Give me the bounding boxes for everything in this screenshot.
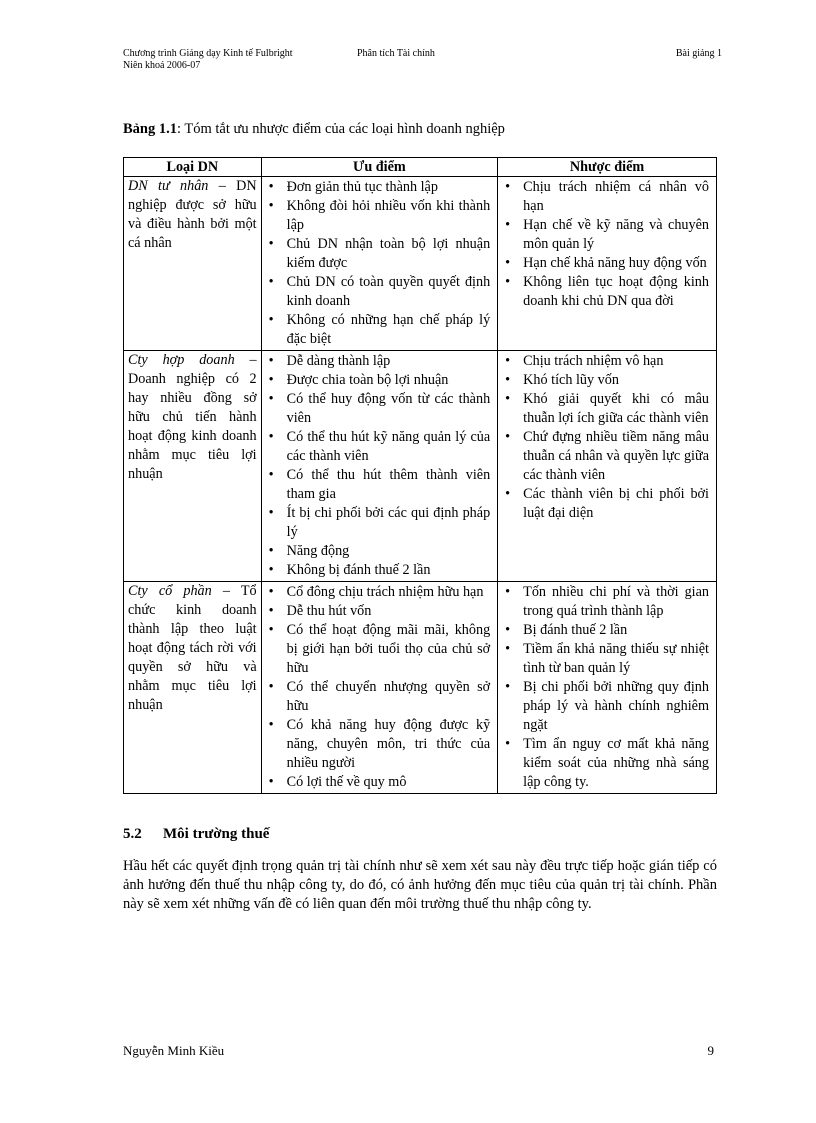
comparison-table <box>123 157 717 794</box>
section-number: 5.2 <box>123 826 142 842</box>
header-year: Niên khoá 2006-07 <box>123 60 201 71</box>
type-desc: – Tổ chức kinh doanh thành lập theo luật hoạt động tách rời với quyền sở hữu và nhằm mục tiêu lợi nhuận <box>128 583 257 713</box>
table-caption <box>123 121 505 138</box>
disadvantage-item: • Tìm ẩn nguy cơ mất khả năng kiểm soát của những nhà sáng lập công ty. <box>499 735 715 792</box>
disadvantage-item: • Tốn nhiều chi phí và thời gian trong quá trình thành lập <box>499 583 715 621</box>
header-type: Loại DN <box>124 158 262 177</box>
table-row <box>124 582 717 794</box>
header-lecture: Bài giảng 1 <box>675 48 722 59</box>
advantage-item: • Năng động <box>263 542 497 561</box>
disadvantage-item: • Hạn chế về kỹ năng và chuyên môn quản lý <box>499 216 715 254</box>
advantage-item: • Chủ DN có toàn quyền quyết định kinh doanh <box>263 273 497 311</box>
table-caption-text: : Tóm tắt ưu nhược điểm của các loại hình doanh nghiệp <box>177 121 505 137</box>
advantages-cell <box>261 582 498 794</box>
advantages-cell <box>261 177 498 351</box>
header-program: Chương trình Giảng dạy Kinh tế Fulbright <box>123 48 293 59</box>
advantage-item: • Không có những hạn chế pháp lý đặc biệt <box>263 311 497 349</box>
disadvantages-cell <box>498 177 717 351</box>
disadvantage-item: • Hạn chế khả năng huy động vốn <box>499 254 715 273</box>
disadvantage-item: • Chứ đựng nhiều tiềm năng mâu thuẫn cá nhân và quyền lực giữa các thành viên <box>499 428 715 485</box>
advantage-item: • Không đòi hỏi nhiều vốn khi thành lập <box>263 197 497 235</box>
type-name: Cty hợp doanh <box>128 352 235 368</box>
advantage-item: • Có thể thu hút kỹ năng quản lý của các thành viên <box>263 428 497 466</box>
advantage-item: • Không bị đánh thuế 2 lần <box>263 561 497 580</box>
table-row <box>124 351 717 582</box>
advantages-cell <box>261 351 498 582</box>
header-disadvantages: Nhược điểm <box>498 158 717 177</box>
section-title: Môi trường thuế <box>163 826 270 842</box>
type-name: Cty cổ phần <box>128 583 212 599</box>
advantage-item: • Có thể thu hút thêm thành viên tham gia <box>263 466 497 504</box>
disadvantage-item: • Khó giải quyết khi có mâu thuẫn lợi ích giữa các thành viên <box>499 390 715 428</box>
disadvantage-item: • Chịu trách nhiệm vô hạn <box>499 352 715 371</box>
type-desc: – DN nghiệp được sở hữu và điều hành bởi một cá nhân <box>128 178 257 251</box>
table-row <box>124 177 717 351</box>
header-left <box>123 48 293 72</box>
type-cell <box>124 351 262 582</box>
footer-author: Nguyễn Minh Kiều <box>123 1043 225 1058</box>
type-name: DN tư nhân <box>128 178 209 194</box>
type-cell <box>124 177 262 351</box>
advantage-item: • Có thể hoạt động mãi mãi, không bị giới hạn bởi tuổi thọ của chủ sở hữu <box>263 621 497 678</box>
section-paragraph: Hầu hết các quyết định trọng quản trị tài chính như sẽ xem xét sau này đều trực tiếp hoặc gián tiếp có ảnh hưởng đến thuế thu nhập công ty, do đó, có ảnh hưởng đến mục tiêu của quản trị tài chính. Phần này sẽ xem xét những vấn đề có liên quan đến môi trường thuế thu nhập công ty. <box>123 858 717 912</box>
advantage-item: • Đơn giản thủ tục thành lập <box>263 178 497 197</box>
disadvantages-cell <box>498 582 717 794</box>
disadvantage-item: • Bị chi phối bởi những quy định pháp lý và hành chính nghiêm ngặt <box>499 678 715 735</box>
table-header-row <box>124 158 717 177</box>
header-course: Phân tích Tài chính <box>357 48 435 59</box>
advantage-item: • Có thể chuyển nhượng quyền sở hữu <box>263 678 497 716</box>
type-desc: – Doanh nghiệp có 2 hay nhiều đồng sở hữu chủ tiến hành hoạt động kinh doanh nhằm mục tiêu lợi nhuận <box>128 352 257 482</box>
advantage-item: • Chủ DN nhận toàn bộ lợi nhuận kiếm được <box>263 235 497 273</box>
table-caption-label: Bảng 1.1 <box>123 121 177 137</box>
disadvantages-cell <box>498 351 717 582</box>
type-cell <box>124 582 262 794</box>
advantage-item: • Có thể huy động vốn từ các thành viên <box>263 390 497 428</box>
advantage-item: • Có khả năng huy động được kỹ năng, chuyên môn, tri thức của nhiều người <box>263 716 497 773</box>
header-advantages: Ưu điểm <box>261 158 498 177</box>
advantage-item: • Có lợi thế về quy mô <box>263 773 497 792</box>
disadvantage-item: • Tiềm ẩn khả năng thiếu sự nhiệt tình từ ban quản lý <box>499 640 715 678</box>
advantage-item: • Dễ dàng thành lập <box>263 352 497 371</box>
disadvantage-item: • Các thành viên bị chi phối bởi luật đại diện <box>499 485 715 523</box>
advantage-item: • Được chia toàn bộ lợi nhuận <box>263 371 497 390</box>
disadvantage-item: • Bị đánh thuế 2 lần <box>499 621 715 640</box>
disadvantage-item: • Không liên tục hoạt động kinh doanh khi chủ DN qua đời <box>499 273 715 311</box>
advantage-item: • Dễ thu hút vốn <box>263 602 497 621</box>
advantage-item: • Cổ đông chịu trách nhiệm hữu hạn <box>263 583 497 602</box>
disadvantage-item: • Chịu trách nhiệm cá nhân vô hạn <box>499 178 715 216</box>
advantage-item: • Ít bị chi phối bởi các qui định pháp lý <box>263 504 497 542</box>
section-heading <box>123 826 269 843</box>
page-number: 9 <box>707 1043 714 1058</box>
disadvantage-item: • Khó tích lũy vốn <box>499 371 715 390</box>
